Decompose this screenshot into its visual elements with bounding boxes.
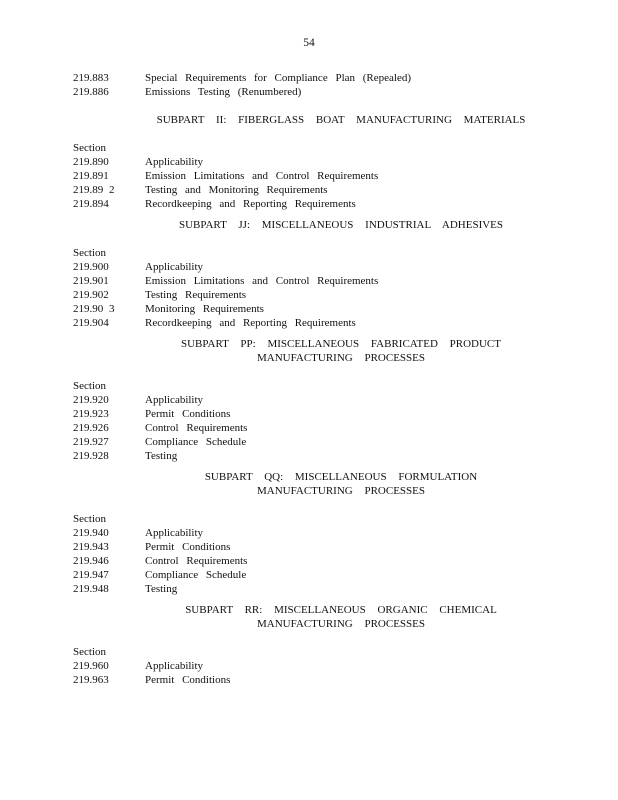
section-title: Emissions Testing (Renumbered): [145, 86, 302, 98]
section-label: Section: [73, 380, 106, 392]
toc-content: [73, 71, 553, 687]
toc-row: [73, 540, 553, 554]
section-title: Recordkeeping and Reporting Requirements: [145, 198, 356, 210]
subpart-heading-line: MANUFACTURING PROCESSES: [256, 352, 426, 364]
subpart-heading-line: SUBPART QQ: MISCELLANEOUS FORMULATION: [204, 471, 478, 483]
toc-row: [73, 582, 553, 596]
toc-row: [73, 568, 553, 582]
subpart-heading-rr: [101, 603, 581, 631]
toc-row: [73, 449, 553, 463]
section-number: 219.920: [73, 394, 109, 406]
subpart-heading-qq: [101, 470, 581, 498]
subpart-heading-pp: [101, 337, 581, 365]
section-title: Monitoring Requirements: [145, 303, 264, 315]
section-title: Testing Requirements: [145, 289, 247, 301]
section-number: 219.900: [73, 261, 109, 273]
section-title: Emission Limitations and Control Requirements: [145, 275, 379, 287]
section-title: Special Requirements for Compliance Plan (Repealed): [145, 72, 412, 84]
toc-row: [73, 274, 553, 288]
subpart-heading-line: SUBPART RR: MISCELLANEOUS ORGANIC CHEMICAL: [185, 604, 497, 616]
toc-row: [73, 435, 553, 449]
section-number: 219.960: [73, 660, 109, 672]
toc-row: [73, 169, 553, 183]
section-number: 219.894: [73, 198, 109, 210]
section-title: Compliance Schedule: [145, 436, 247, 448]
toc-row: [73, 260, 553, 274]
section-number: 219.890: [73, 156, 109, 168]
section-title: Applicability: [145, 261, 204, 273]
page-number: 54: [303, 37, 315, 49]
section-label: Section: [73, 142, 106, 154]
subpart-heading-jj: [101, 218, 581, 232]
section-number: 219.904: [73, 317, 109, 329]
section-title: Testing: [145, 583, 178, 595]
toc-row: [73, 673, 553, 687]
section-number: 219.90 3: [73, 303, 115, 315]
section-title: Compliance Schedule: [145, 569, 247, 581]
subpart-heading-line: SUBPART PP: MISCELLANEOUS FABRICATED PRODUCT: [181, 338, 501, 350]
toc-row: [73, 526, 553, 540]
section-title: Recordkeeping and Reporting Requirements: [145, 317, 356, 329]
section-title: Permit Conditions: [145, 541, 231, 553]
toc-row: [73, 659, 553, 673]
toc-row: [73, 407, 553, 421]
toc-row: [73, 554, 553, 568]
toc-row: [73, 288, 553, 302]
toc-row: [73, 155, 553, 169]
subpart-heading-line: SUBPART JJ: MISCELLANEOUS INDUSTRIAL ADHESIVES: [178, 219, 504, 231]
section-number: 219.926: [73, 422, 109, 434]
subpart-heading-line: MANUFACTURING PROCESSES: [256, 618, 426, 630]
section-title: Control Requirements: [145, 422, 248, 434]
subpart-heading-line: MANUFACTURING PROCESSES: [256, 485, 426, 497]
intro-rows: [73, 71, 553, 99]
section-number: 219.891: [73, 170, 109, 182]
section-number: 219.89 2: [73, 184, 115, 196]
section-number: 219.946: [73, 555, 109, 567]
toc-row: [73, 197, 553, 211]
section-label: Section: [73, 247, 106, 259]
toc-row: [73, 393, 553, 407]
section-number: 219.948: [73, 583, 109, 595]
section-number: 219.940: [73, 527, 109, 539]
section-number: 219.883: [73, 72, 109, 84]
section-number: 219.923: [73, 408, 109, 420]
section-title: Applicability: [145, 156, 204, 168]
toc-row: [73, 421, 553, 435]
section-label: Section: [73, 646, 106, 658]
section-number: 219.886: [73, 86, 109, 98]
section-number: 219.927: [73, 436, 109, 448]
section-title: Applicability: [145, 394, 204, 406]
section-number: 219.963: [73, 674, 109, 686]
section-title: Testing and Monitoring Requirements: [145, 184, 328, 196]
section-number: 219.901: [73, 275, 109, 287]
section-label: Section: [73, 513, 106, 525]
section-number: 219.902: [73, 289, 109, 301]
section-title: Permit Conditions: [145, 674, 231, 686]
section-number: 219.928: [73, 450, 109, 462]
toc-row: [73, 302, 553, 316]
toc-row: [73, 85, 553, 99]
section-title: Emission Limitations and Control Requirements: [145, 170, 379, 182]
toc-row: [73, 183, 553, 197]
toc-row: [73, 71, 553, 85]
subpart-heading-ii: [101, 113, 581, 127]
section-title: Control Requirements: [145, 555, 248, 567]
section-number: 219.943: [73, 541, 109, 553]
toc-row: [73, 316, 553, 330]
subpart-heading-line: SUBPART II: FIBERGLASS BOAT MANUFACTURING MATERIALS: [156, 114, 526, 126]
section-title: Testing: [145, 450, 178, 462]
section-title: Permit Conditions: [145, 408, 231, 420]
section-title: Applicability: [145, 660, 204, 672]
section-title: Applicability: [145, 527, 204, 539]
section-number: 219.947: [73, 569, 109, 581]
